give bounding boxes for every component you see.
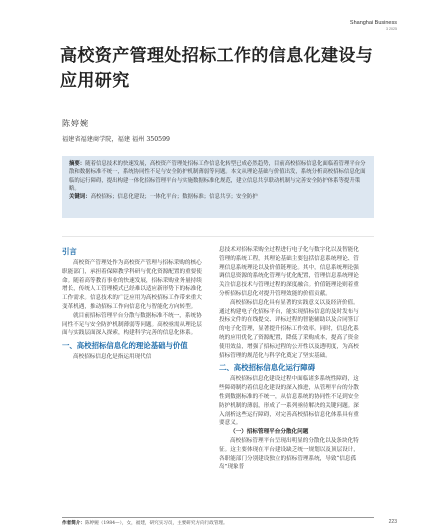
section-1-paragraph-1: 高校招标信息化是指运用现代信: [73, 354, 152, 361]
abstract-box: [62, 156, 374, 218]
keywords-label: 关键词：: [69, 194, 91, 201]
journal-name: Shanghai Business: [349, 20, 397, 26]
journal-issue: 3 2025: [386, 27, 397, 31]
body-column-left: [62, 246, 207, 362]
keywords-line: [69, 193, 367, 201]
section-divider: [62, 236, 374, 237]
section-1-paragraph-2: 高校招标信息化具有显著的实践意义以及经济价值。通过构建电子化招标平台，能实现招标信息的及时发布与投标文件的在线提交、评标过程的智能辅助以及合同签订的电子化管理，显著提升招标工作效率。同时，信息化系统的应用优化了资源配置，降低了采购成本，提高了资金使用效益，增强了招标过程的公开性以及透明度，为高校招标管理的规范化与科学化奠定了坚实基础。: [219, 299, 359, 359]
footnote-text: 陈婷婉（1984—），女，福建，研究实习员，主要研究方向行政管理。: [84, 521, 228, 526]
section-1-paragraph-1-cont: 息技术对招标采购全过程进行电子化与数字化以及智能化管理的系统工程，其理论基础主要包括信息系统理论、管理信息系统理论以及价值链理论。其中，信息系统理论强调信息资源的系统化管理与优化配置，管理信息系统理论关注信息技术与管理过程的深度融合。价值链理论则着重分析招标信息化对提升管理效能的价值贡献。: [219, 247, 359, 297]
subsection-1-paragraph-1: 高校招标管理平台呈现出明显的分散化以及条块化特征。这主要体现在平台建设缺乏统一规划以及顶层设计，各职能部门分别建设独立的招标管理系统，导致“信息孤岛”现象普: [219, 437, 359, 471]
section-2-heading: 二、高校招标信息化运行障碍: [219, 363, 316, 373]
article-title: 高校资产管理处招标工作的信息化建设与应用研究: [60, 46, 374, 91]
page-number: 223: [388, 519, 397, 525]
abstract-label: 摘要：: [69, 161, 86, 167]
intro-paragraph-1: 高校资产管理处作为高校资产管理与招标采购的核心职能部门，承担着保障教学科研与优化资源配置的重要使命。随着高等教育事业的快速发展，招标采购业务量持续增长，传统人工管理模式已经难以适应新形势下的标准化工作需求。信息技术的广泛应用为高校招标工作带来重大变革机遇，推动招标工作向信息化与智能化方向转型。: [62, 260, 202, 310]
abstract-body: [69, 160, 367, 193]
subsection-1-heading: （一）招标管理平台分散化问题: [230, 429, 309, 436]
author-affiliation: 福建省福建商学院，福建 福州 350599: [62, 136, 170, 143]
section-1-heading: 一、高校招标信息化的理论基础与价值: [62, 341, 188, 351]
intro-paragraph-2: 就目前招标管理平台分散与数据标准不统一，系统协同性不足与安全防护机制薄弱等问题。高校亟需从理论层面与实践层面深入探索，构建科学完善的信息化体系。: [62, 312, 202, 337]
footnote-label: 作者简介：: [62, 521, 85, 526]
author-name: 陈婷婉: [62, 119, 89, 128]
abstract-text: 随着信息技术的快速发展，高校资产管理处招标工作信息化转型已成必然趋势，目前高校招标信息化面临着管理平台分散和数据标准不统一，系统协同性不足与安全防护机制薄弱等问题。本文从理论基础与价值出发，系统分析高校招标信息化面临的运行障碍，提出构建一体化招标管理平台与实施数据标准化规范，建立信息共享联动机制与完善安全防护体系等提升策略。: [69, 161, 366, 192]
footnote-divider: [62, 517, 374, 518]
journal-header: [350, 20, 397, 32]
body-column-right: [219, 246, 359, 472]
section-2-paragraph-1: 高校招标信息化建设过程中面临诸多系统性障碍，这些障碍制约着信息化建设的深入推进，从管理平台的分散性到数据标准的不统一，从信息系统的协同性不足到安全防护机制的薄弱，形成了一系列亟待解决的关键问题。深入剖析这些运行障碍，对完善高校招标信息化体系具有重要意义。: [219, 376, 359, 427]
keywords-text: 高校招标；信息化建设；一体化平台；数据标准；信息共享；安全防护: [90, 194, 258, 201]
intro-heading: 引言: [62, 247, 77, 256]
author-bio-footnote: [62, 520, 228, 526]
